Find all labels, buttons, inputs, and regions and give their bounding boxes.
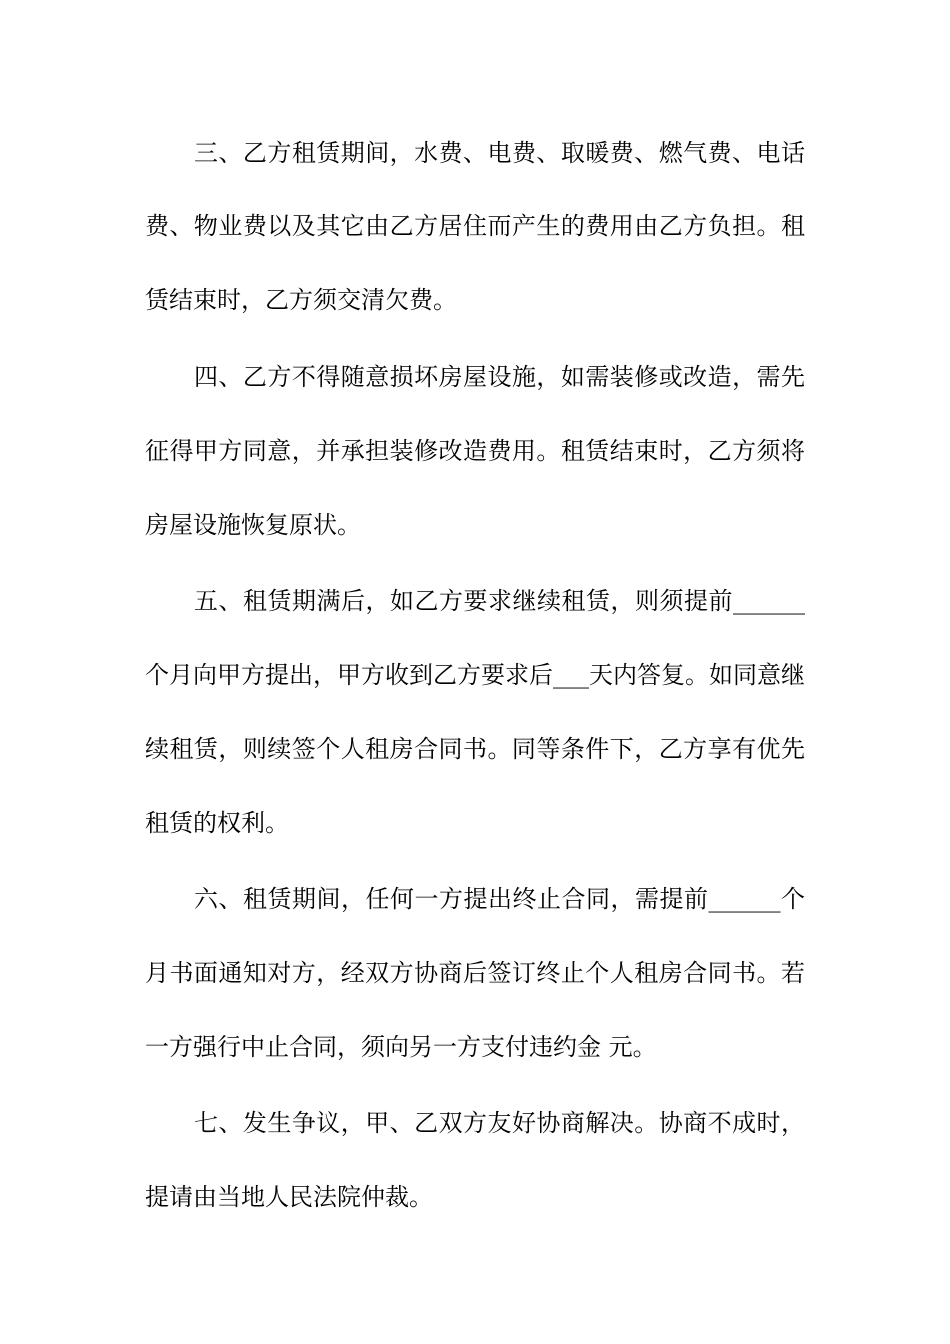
clause-6-line-3: 一方强行中止合同，须向另一方支付违约金 元。 [145,1033,657,1061]
clause-3-line-3: 赁结束时，乙方须交清欠费。 [145,286,457,314]
clause-7-line-2: 提请由当地人民法院仲裁。 [145,1183,433,1211]
clause-4-line-3: 房屋设施恢复原状。 [145,511,361,539]
clause-5-line-3: 续租赁，则续签个人租房合同书。同等条件下，乙方享有优先 [145,735,805,763]
clause-5-line-1: 五、租赁期满后，如乙方要求继续租赁，则须提前______ [194,587,805,615]
clause-6-line-1: 六、租赁期间，任何一方提出终止合同，需提前______个 [194,885,805,913]
clause-3-line-1: 三、乙方租赁期间，水费、电费、取暖费、燃气费、电话 [194,139,805,167]
clause-7-line-1: 七、发生争议，甲、乙双方友好协商解决。协商不成时， [194,1109,805,1137]
clause-4-line-1: 四、乙方不得随意损坏房屋设施，如需装修或改造，需先 [194,363,805,391]
clause-3-line-2: 费、物业费以及其它由乙方居住而产生的费用由乙方负担。租 [145,212,805,240]
clause-6-line-2: 月书面通知对方，经双方协商后签订终止个人租房合同书。若 [145,959,805,987]
clause-4-line-2: 征得甲方同意，并承担装修改造费用。租赁结束时，乙方须将 [145,437,805,465]
clause-5-line-4: 租赁的权利。 [145,809,289,837]
clause-5-line-2: 个月向甲方提出，甲方收到乙方要求后___天内答复。如同意继 [145,661,805,689]
